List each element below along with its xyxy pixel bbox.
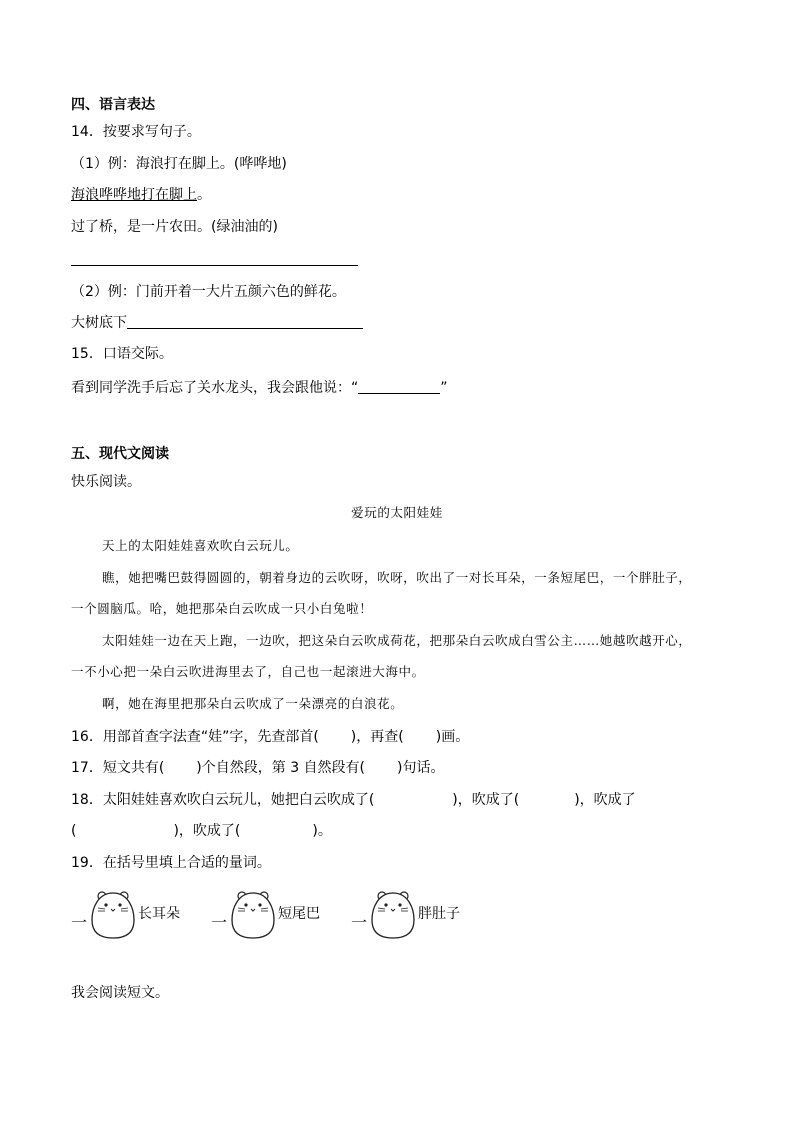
story-title: 爱玩的太阳娃娃 [351,505,443,520]
q19-stem: 19．在括号里填上合适的量词。 [71,855,271,871]
section-4-heading: 四、语言表达 [71,97,155,113]
q16 [71,727,469,747]
story-paragraph-4: 啊，她在海里把那朵白云吹成了一朵漂亮的白浪花。 [102,696,404,711]
story-paragraph-2-line-1: 瞧，她把嘴巴鼓得圆圆的，朝着身边的云吹呀，吹呀，吹出了一对长耳朵，一条短尾巴，一个胖肚子， [102,570,692,585]
q17-part-b: )个自然段，第 3 自然段有( [196,760,366,776]
q14-part2-prompt: （2）例：门前开着一大片五颜六色的鲜花。 [71,284,346,300]
q18-part-a: 18．太阳娃娃喜欢吹白云玩儿，她把白云吹成了( [71,792,375,808]
q18-line-2 [71,821,332,841]
q19-item-word: 胖肚子 [418,906,460,922]
q14-part1-task: 过了桥，是一片农田。(绿油油的) [71,219,278,235]
q15-text-after: ” [440,380,448,396]
q15-text-before: 看到同学洗手后忘了关水龙头，我会跟他说：“ [71,380,359,396]
story-paragraph-2-line-2: 一个圆脑瓜。哈，她把那朵白云吹成一只小白兔啦！ [71,601,373,616]
q19-items [71,888,491,940]
story-paragraph-3-line-2: 一不小心把一朵白云吹进海里去了，自己也一起滚进大海中。 [71,664,425,679]
q19-item-word: 长耳朵 [138,906,180,922]
section-5-heading: 五、现代文阅读 [71,446,169,462]
q14-part1-prompt: （1）例：海浪打在脚上。(哗哗地) [71,156,287,172]
q14-stem: 14．按要求写句子。 [71,124,201,140]
hamster-icon[interactable] [230,888,276,940]
q14-answer-line-1[interactable] [71,265,358,266]
q15-stem: 15．口语交际。 [71,346,173,362]
q14-example-period: 。 [197,187,211,203]
q18-part-f: )。 [312,823,332,839]
story-paragraph-1: 天上的太阳娃娃喜欢吹白云玩儿。 [102,538,299,553]
closing-line: 我会阅读短文。 [71,985,169,1001]
q14-answer-line-2[interactable] [127,314,363,329]
q18-part-e: )，吹成了( [173,823,241,839]
q17-part-c: )句话。 [397,760,445,776]
q16-part-a: 16．用部首查字法查“娃”字，先查部首( [71,729,319,745]
q18-line-1 [71,790,636,810]
q14-part1-example [71,185,211,205]
q16-part-c: )画。 [435,729,470,745]
q14-part2-task [71,313,363,333]
reading-intro: 快乐阅读。 [71,474,141,490]
q14-example-underlined: 海浪哗哗地打在脚上 [71,187,197,203]
hamster-icon[interactable] [90,888,136,940]
q19-item-prefix: 一 [211,913,228,932]
q18-part-b: )，吹成了( [452,792,520,808]
q18-part-d: ( [71,823,77,839]
hamster-icon[interactable] [370,888,416,940]
q16-part-b: )，再查( [350,729,404,745]
q17-part-a: 17．短文共有( [71,760,165,776]
q19-item-prefix: 一 [71,913,88,932]
story-paragraph-3-line-1: 太阳娃娃一边在天上跑，一边吹，把这朵白云吹成荷花，把那朵白云吹成白雪公主……她越吹越开心， [102,633,692,648]
q19-item-word: 短尾巴 [278,906,320,922]
q18-part-c: )，吹成了 [574,792,636,808]
q15-text [71,378,448,398]
q19-item-prefix: 一 [351,913,368,932]
q14-part2-lead: 大树底下 [71,315,127,331]
q17 [71,758,444,778]
q15-answer-blank[interactable] [358,379,440,394]
